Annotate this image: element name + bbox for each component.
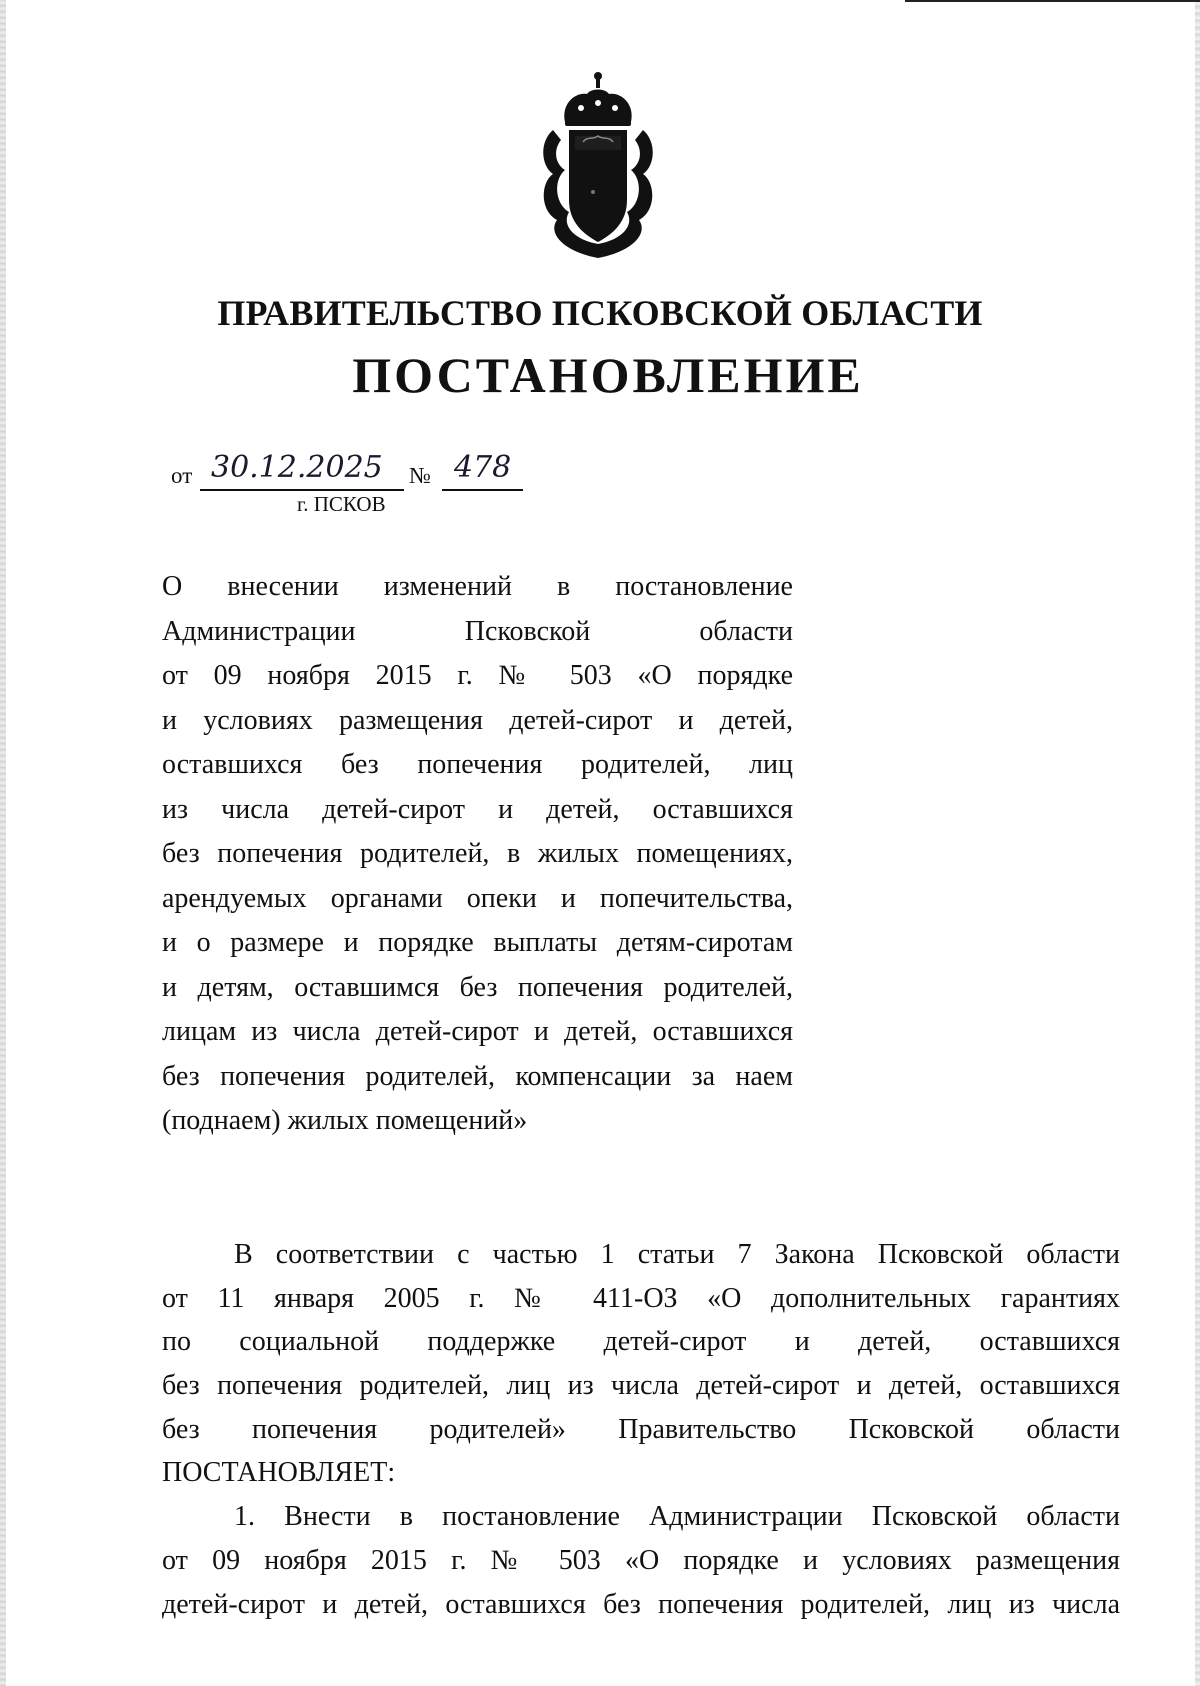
scan-edge-right [1195,0,1200,1686]
date-underline [200,489,404,491]
document-subject [162,565,793,1144]
body-line: детей-сирот и детей, оставшихся без попечения родителей, лиц из числа [162,1588,1120,1620]
city-label: г. ПСКОВ [297,492,386,516]
number-underline [442,489,523,491]
subject-line: Администрации Псковской области [162,615,793,647]
subject-line: оставшихся без попечения родителей, лиц [162,749,793,780]
body-line: без попечения родителей, лиц из числа детей-сирот и детей, оставшихся [162,1370,1120,1402]
date-prefix: от [171,463,193,488]
subject-line: и детям, оставшимся без попечения родителей, [162,971,793,1003]
number-prefix: № [409,463,431,488]
organization-title: ПРАВИТЕЛЬСТВО ПСКОВСКОЙ ОБЛАСТИ [217,293,983,333]
subject-line: и условиях размещения детей-сирот и детей, [162,704,793,736]
coat-of-arms-emblem [535,70,661,262]
subject-line: без попечения родителей, в жилых помещениях, [162,838,793,869]
body-line: без попечения родителей» Правительство Псковской области [162,1413,1120,1445]
crown-icon [564,72,631,126]
scan-top-line [905,0,1200,2]
body-line: от 09 ноября 2015 г. № 503 «О порядке и условиях размещения [162,1544,1120,1576]
subject-line: (поднаем) жилых помещений» [162,1105,528,1136]
document-type: ПОСТАНОВЛЕНИЕ [352,347,864,403]
subject-line: арендуемых органами опеки и попечительства, [162,882,793,914]
handwritten-date: 30.12.2025 [211,450,383,485]
subject-line: без попечения родителей, компенсации за наем [162,1060,793,1092]
body-line: по социальной поддержке детей-сирот и детей, оставшихся [162,1326,1120,1358]
subject-line: от 09 ноября 2015 г. № 503 «О порядке [162,660,793,691]
body-line: 1. Внести в постановление Администрации Псковской области [234,1501,1120,1533]
subject-line: О внесении изменений в постановление [162,571,793,602]
shield-icon [569,130,627,242]
body-line: от 11 января 2005 г. № 411-ОЗ «О дополнительных гарантиях [162,1282,1120,1314]
resolve-word: ПОСТАНОВЛЯЕТ: [162,1457,396,1489]
body-line: В соответствии с частью 1 статьи 7 Закона Псковской области [234,1239,1120,1270]
subject-line: лицам из числа детей-сирот и детей, оставшихся [162,1016,793,1047]
document-body [162,1233,1120,1626]
subject-line: из числа детей-сирот и детей, оставшихся [162,793,793,825]
handwritten-number: 478 [454,450,512,485]
subject-line: и о размере и порядке выплаты детям-сиротам [162,927,793,958]
scan-edge-left [0,0,6,1686]
